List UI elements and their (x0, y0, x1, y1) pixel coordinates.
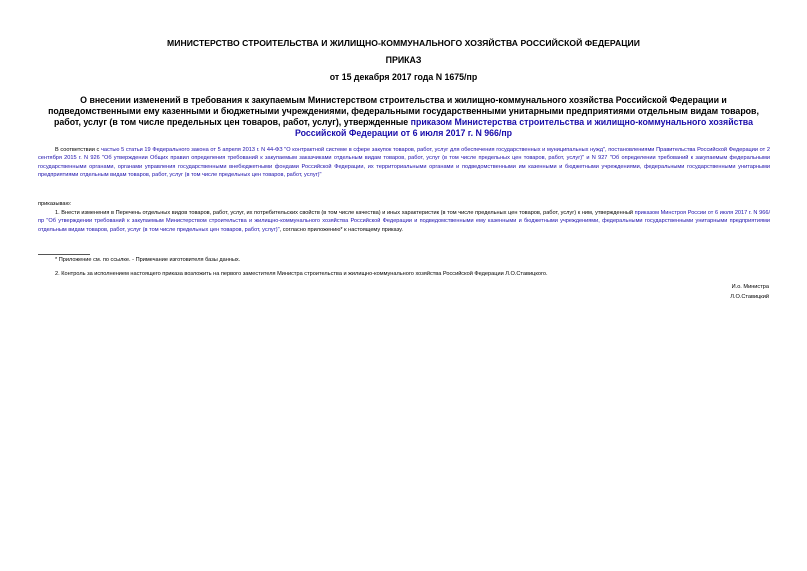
document-date: от 15 декабря 2017 года N 1675/пр (329, 72, 478, 82)
signature-name: Л.О.Ставицкий (730, 294, 769, 300)
preamble-paragraph (38, 146, 770, 180)
item-1-link[interactable]: приказом Минстроя России от 6 июля 2017 г. N 966/пр "Об утверждении требований к закупаемым Министерством строительства и жилищно-коммунального хозяйства Российской Федерации и подведомственными ему казенными и бюджетными учреждениями, федеральными государственными унитарными предприятиями отдельным видам товаров, работ, услуг (в том числе предельных цен товаров, работ, услуг)" (38, 210, 770, 233)
item-1-paragraph (38, 209, 770, 234)
ministry-heading: МИНИСТЕРСТВО СТРОИТЕЛЬСТВА И ЖИЛИЩНО-КОММУНАЛЬНОГО ХОЗЯЙСТВА РОССИЙСКОЙ ФЕДЕРАЦИИ (167, 38, 640, 48)
footnote: * Приложение см. по ссылке. - Примечание изготовителя базы данных. (55, 257, 241, 263)
title-link[interactable]: приказом Министерства строительства и жилищно-коммунального хозяйства Российской Федерации от 6 июля 2017 г. N 966/пр (294, 117, 753, 138)
item-1-lead: 1. Внести изменения в Перечень отдельных видов товаров, работ, услуг, их потребительских свойств (в том числе качества) и иных характеристик (в том числе предельных цен товаров, работ, услуг) к ним, утвержденный (55, 210, 635, 216)
item-2-paragraph: 2. Контроль за исполнением настоящего приказа возложить на первого заместителя Министра строительства и жилищно-коммунального хозяйства Российской Федерации Л.О.Ставицкого. (55, 271, 548, 277)
footnote-divider (38, 254, 90, 255)
preamble-lead: В соответствии с (55, 147, 101, 153)
preamble-link[interactable]: частью 5 статьи 19 Федерального закона от 5 апреля 2013 г. N 44-ФЗ "О контрактной системе в сфере закупок товаров, работ, услуг для обеспечения государственных и муниципальных нужд", постановлениями Правительства Российской Федерации от 2 сентября 2015 г. N 926 "Об утверждении Общих правил определения требований к закупаемым заказчиками отдельным видам товаров, работ, услуг (в том числе предельных цен товаров, работ, услуг)" и N 927 "Об определении требований к закупаемым федеральными государственными органами, органами управления государственными внебюджетными фондами Российской Федерации, их территориальными органами и подведомственными им казенными и бюджетными учреждениями, федеральными государственными унитарными предприятиями отдельным видам товаров, работ, услуг (в том числе предельных цен товаров, работ, услуг)" (38, 147, 770, 179)
document-type: ПРИКАЗ (385, 55, 422, 65)
title-text: О внесении изменений в требования к закупаемым Министерством строительства и жилищно-коммунального хозяйства Российской Федерации и подведомственными ему казенными и бюджетными учреждениями, федеральными государственными унитарными предприятиями отдельным видам товаров, работ, услуг (в том числе предельных цен товаров, работ, услуг), утвержденные (48, 95, 759, 127)
order-word: приказываю: (38, 201, 72, 207)
document-title (46, 95, 761, 139)
signature-position: И.о. Министра (731, 284, 769, 290)
item-1-tail: , согласно приложению* к настоящему приказу. (279, 226, 403, 233)
